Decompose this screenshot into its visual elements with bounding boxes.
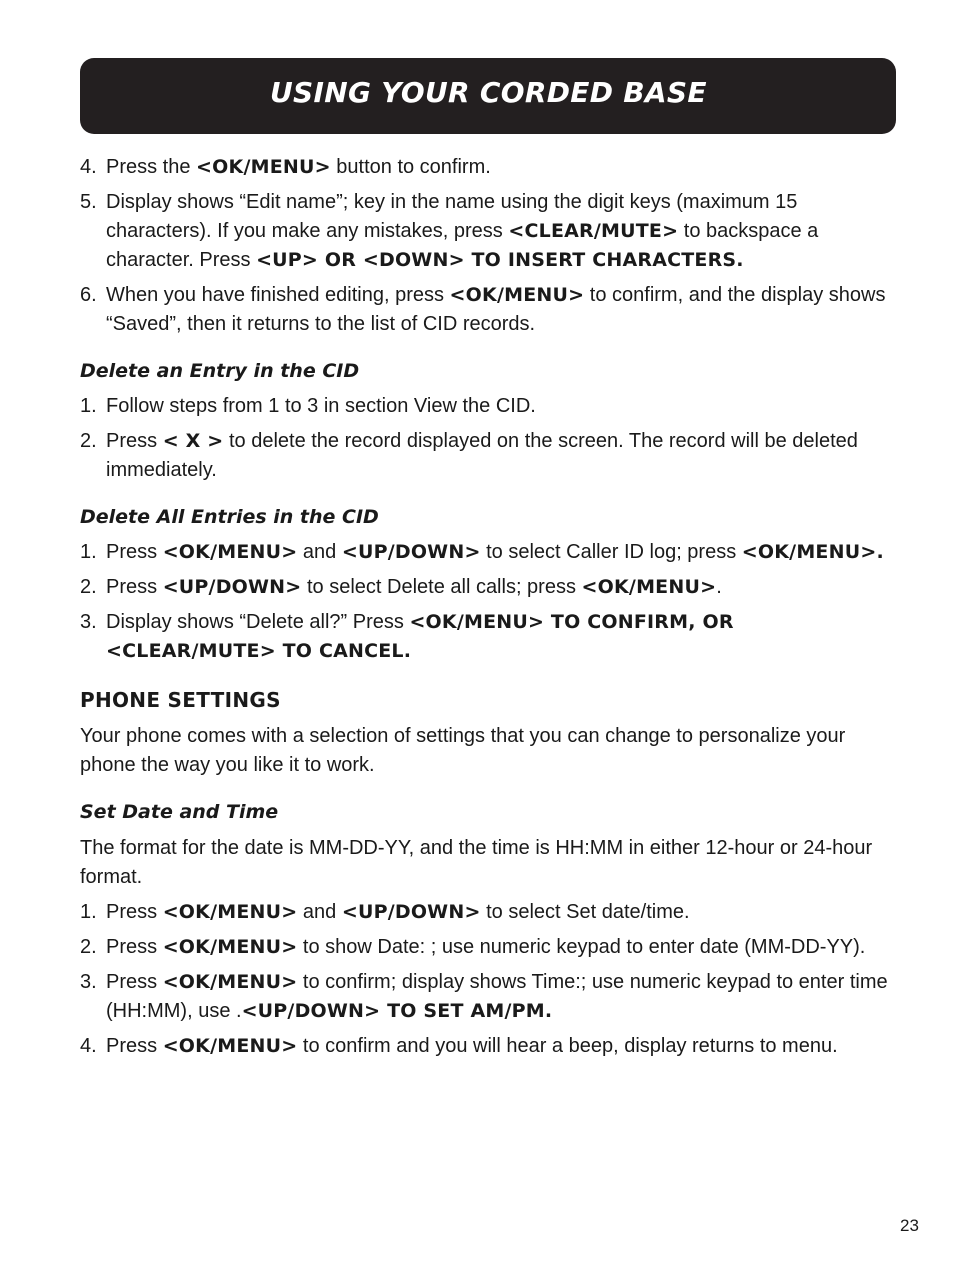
step-text: Press xyxy=(106,1035,163,1057)
step-text: to show Date: ; use numeric keypad to enter date (MM-DD-YY). xyxy=(297,936,866,958)
step-text: Press xyxy=(106,430,163,452)
date-time-steps xyxy=(80,898,896,1061)
step-text: to select Delete all calls; press xyxy=(301,576,582,598)
button-key-name: < X > xyxy=(162,430,224,452)
list-item xyxy=(80,188,896,275)
list-item xyxy=(80,281,896,339)
list-item xyxy=(80,538,896,567)
list-item xyxy=(80,968,896,1026)
step-text: . xyxy=(716,576,722,598)
date-time-heading: Set Date and Time xyxy=(80,801,279,823)
button-key-name: <OK/MENU> xyxy=(162,971,298,993)
header-banner xyxy=(80,58,896,134)
step-text: Press xyxy=(106,901,163,923)
top-steps-list xyxy=(80,153,896,339)
step-number: 4. xyxy=(80,156,97,178)
delete-entry-heading: Delete an Entry in the CID xyxy=(80,360,360,382)
step-text: and xyxy=(297,901,342,923)
step-number: 2. xyxy=(80,936,97,958)
list-item xyxy=(80,573,896,602)
page-title: USING YOUR CORDED BASE xyxy=(270,76,707,109)
button-key-name: <UP> OR <DOWN> TO INSERT CHARACTERS. xyxy=(256,249,744,271)
list-item xyxy=(80,933,896,962)
step-text: to confirm; display shows Time:; use numeric keypad to enter time (HH:MM), use . xyxy=(106,971,888,1022)
list-item xyxy=(80,898,896,927)
step-number: 2. xyxy=(80,576,97,598)
page-number: 23 xyxy=(900,1216,919,1235)
button-key-name: <OK/MENU> xyxy=(196,156,331,178)
delete-all-steps xyxy=(80,538,896,666)
list-item xyxy=(80,1032,896,1061)
step-text: Follow steps from 1 to 3 in section View the CID. xyxy=(106,395,536,417)
button-key-name: <OK/MENU> TO CONFIRM, OR <CLEAR/MUTE> TO CANCEL. xyxy=(106,611,734,662)
step-text: button to confirm. xyxy=(330,156,491,178)
button-key-name: <UP/DOWN> xyxy=(341,901,481,923)
step-number: 2. xyxy=(80,430,97,452)
step-number: 1. xyxy=(80,541,97,563)
step-number: 3. xyxy=(80,971,97,993)
button-key-name: <OK/MENU> xyxy=(162,901,298,923)
list-item xyxy=(80,153,896,182)
step-text: Press xyxy=(106,576,163,598)
step-number: 1. xyxy=(80,395,97,417)
button-key-name: <OK/MENU> xyxy=(162,541,298,563)
list-item xyxy=(80,392,896,421)
button-key-name: <UP/DOWN> xyxy=(341,541,481,563)
list-item xyxy=(80,608,896,666)
button-key-name: <OK/MENU> xyxy=(581,576,717,598)
list-item xyxy=(80,427,896,485)
step-text: and xyxy=(297,541,342,563)
step-text: Press xyxy=(106,971,163,993)
step-number: 5. xyxy=(80,191,97,213)
button-key-name: <OK/MENU> xyxy=(162,936,298,958)
step-text: Display shows “Delete all?” Press xyxy=(106,611,410,633)
step-text: Press the xyxy=(106,156,197,178)
button-key-name: <UP/DOWN> xyxy=(162,576,302,598)
step-text: Display shows “Edit name”; key in the name using the digit keys (maximum 15 characters). If you make any mistakes, press xyxy=(106,191,798,242)
phone-settings-intro: Your phone comes with a selection of settings that you can change to personalize your phone the way you like it to work. xyxy=(80,725,846,776)
phone-settings-heading: PHONE SETTINGS xyxy=(80,688,281,712)
step-number: 3. xyxy=(80,611,97,633)
step-number: 1. xyxy=(80,901,97,923)
step-text: to select Set date/time. xyxy=(480,901,690,923)
button-key-name: <OK/MENU>. xyxy=(741,541,884,563)
button-key-name: <OK/MENU> xyxy=(449,284,585,306)
step-text: to delete the record displayed on the screen. The record will be deleted immediately. xyxy=(106,430,858,481)
step-text: Press xyxy=(106,541,163,563)
step-number: 6. xyxy=(80,284,97,306)
page-content xyxy=(80,153,896,1067)
step-number: 4. xyxy=(80,1035,97,1057)
date-time-intro: The format for the date is MM-DD-YY, and the time is HH:MM in either 12-hour or 24-hour format. xyxy=(80,837,873,888)
step-text: to confirm and you will hear a beep, display returns to menu. xyxy=(297,1035,838,1057)
step-text: Press xyxy=(106,936,163,958)
delete-entry-steps xyxy=(80,392,896,485)
delete-all-heading: Delete All Entries in the CID xyxy=(80,506,379,528)
button-key-name: <UP/DOWN> TO SET AM/PM. xyxy=(241,1000,553,1022)
step-text: When you have finished editing, press xyxy=(106,284,450,306)
step-text: to confirm, and the display shows “Saved”, then it returns to the list of CID records. xyxy=(106,284,886,335)
button-key-name: <OK/MENU> xyxy=(162,1035,298,1057)
button-key-name: <CLEAR/MUTE> xyxy=(508,220,679,242)
step-text: to select Caller ID log; press xyxy=(480,541,742,563)
step-text: to backspace a character. Press xyxy=(106,220,819,271)
